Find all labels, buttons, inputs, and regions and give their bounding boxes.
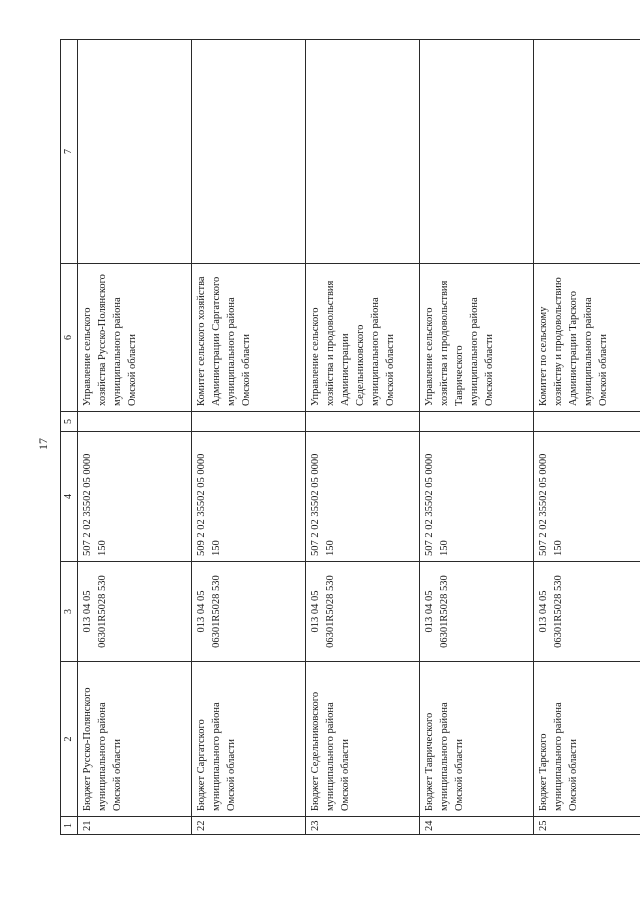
rotated-table-area [36, 40, 609, 835]
administrator-name: Управление сельского хозяйства Русско-Полянского муниципального района Омской области [78, 264, 192, 412]
classification-code: 013 04 05 06301R5028 530 [534, 562, 640, 662]
revenue-code: 507 2 02 35502 05 0000 150 [420, 432, 534, 562]
row-number: 25 [534, 817, 640, 835]
column-7-cell [306, 40, 420, 264]
budget-name: Бюджет Седельниковского муниципального района Омской области [306, 662, 420, 817]
column-7-cell [192, 40, 306, 264]
column-header: 1 [61, 817, 78, 835]
budget-name: Бюджет Таврического муниципального района Омской области [420, 662, 534, 817]
table-row [306, 40, 420, 835]
budget-name: Бюджет Русско-Полянского муниципального района Омской области [78, 662, 192, 817]
table-row [420, 40, 534, 835]
column-7-cell [534, 40, 640, 264]
classification-code: 013 04 05 06301R5028 530 [192, 562, 306, 662]
column-5-cell [306, 412, 420, 432]
revenue-code: 507 2 02 35502 05 0000 150 [534, 432, 640, 562]
row-number: 22 [192, 817, 306, 835]
page-number: 17 [36, 438, 50, 450]
administrator-name: Управление сельского хозяйства и продовольствия Таврического муниципального района Омской области [420, 264, 534, 412]
column-header: 5 [61, 412, 78, 432]
classification-code: 013 04 05 06301R5028 530 [306, 562, 420, 662]
table-row [534, 40, 640, 835]
column-header: 3 [61, 562, 78, 662]
column-7-cell [420, 40, 534, 264]
table-row [78, 40, 192, 835]
column-5-cell [192, 412, 306, 432]
classification-code: 013 04 05 06301R5028 530 [78, 562, 192, 662]
column-5-cell [420, 412, 534, 432]
column-header: 7 [61, 40, 78, 264]
column-header: 2 [61, 662, 78, 817]
budget-name: Бюджет Саргатского муниципального района Омской области [192, 662, 306, 817]
column-header: 6 [61, 264, 78, 412]
column-5-cell [78, 412, 192, 432]
table-row [192, 40, 306, 835]
revenue-code: 507 2 02 35502 05 0000 150 [306, 432, 420, 562]
column-header: 4 [61, 432, 78, 562]
column-number-row [61, 40, 78, 835]
administrator-name: Комитет сельского хозяйства Администрации Саргатского муниципального района Омской области [192, 264, 306, 412]
revenue-code: 507 2 02 35502 05 0000 150 [78, 432, 192, 562]
column-5-cell [534, 412, 640, 432]
administrator-name: Управление сельского хозяйства и продовольствия Администрации Седельниковского муниципального района Омской области [306, 264, 420, 412]
allocation-table [60, 39, 640, 835]
classification-code: 013 04 05 06301R5028 530 [420, 562, 534, 662]
revenue-code: 509 2 02 35502 05 0000 150 [192, 432, 306, 562]
row-number: 23 [306, 817, 420, 835]
row-number: 24 [420, 817, 534, 835]
row-number: 21 [78, 817, 192, 835]
budget-name: Бюджет Тарского муниципального района Омской области [534, 662, 640, 817]
administrator-name: Комитет по сельскому хозяйству и продовольствию Администрации Тарского муниципального района Омской области [534, 264, 640, 412]
column-7-cell [78, 40, 192, 264]
